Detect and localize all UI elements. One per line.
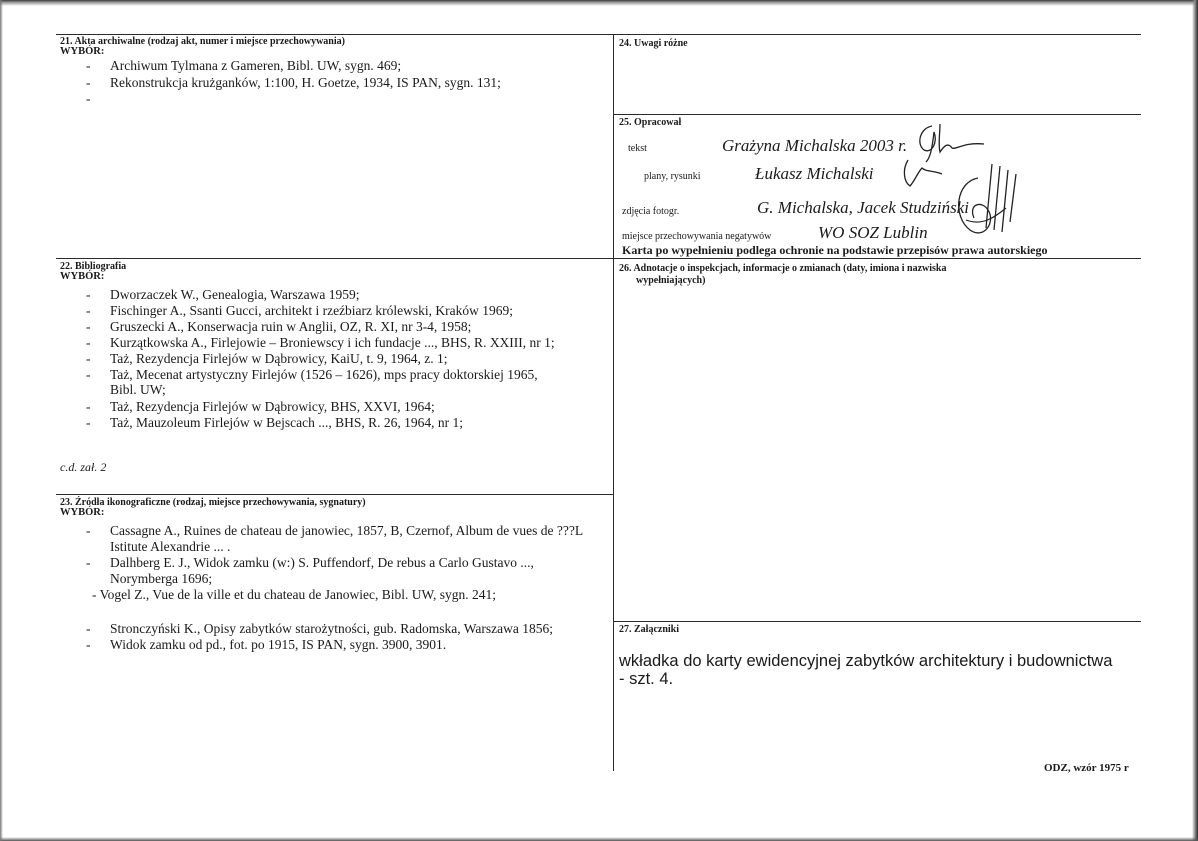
list-bullet: -	[86, 555, 91, 570]
divider-21-22	[56, 258, 613, 259]
section-21-wybor: WYBÓR:	[60, 46, 105, 57]
list-item: Archiwum Tylmana z Gameren, Bibl. UW, sygn. 469;	[110, 58, 402, 73]
form-version: ODZ, wzór 1975 r	[1044, 762, 1129, 774]
list-item: Gruszecki A., Konserwacja ruin w Anglii, OZ, R. XI, nr 3-4, 1958;	[110, 319, 472, 334]
copyright-notice: Karta po wypełnieniu podlega ochronie na podstawie przepisów prawa autorskiego	[622, 243, 1048, 257]
divider-26-27	[613, 621, 1141, 622]
list-bullet: -	[86, 415, 91, 430]
list-bullet: -	[86, 319, 91, 334]
section-21-title: 21. Akta archiwalne (rodzaj akt, numer i miejsce przechowywania)	[60, 36, 345, 47]
list-item: Cassagne A., Ruines de chateau de janowiec, 1857, B, Czernof, Album de vues de ???L	[110, 523, 584, 538]
list-bullet: -	[86, 91, 91, 106]
list-item: Dalhberg E. J., Widok zamku (w:) S. Puffendorf, De rebus a Carlo Gustavo ...,	[110, 555, 534, 570]
section-27-title: 27. Załączniki	[619, 624, 680, 635]
negatives-location-value: WO SOZ Lublin	[818, 223, 928, 242]
list-item-continuation: Norymberga 1696;	[110, 571, 213, 586]
list-item: Taż, Mauzoleum Firlejów w Bejscach ..., BHS, R. 26, 1964, nr 1;	[110, 415, 464, 430]
attachments-line-2: - szt. 4.	[619, 670, 674, 688]
attachments-line-1: wkładka do karty ewidencyjnej zabytków architektury i budownictwa	[619, 652, 1113, 670]
list-item: Taż, Rezydencja Firlejów w Dąbrowicy, KaiU, t. 9, 1964, z. 1;	[110, 351, 448, 366]
section-23-wybor: WYBÓR:	[60, 507, 105, 518]
author-text-value: Grażyna Michalska 2003 r.	[722, 136, 908, 155]
list-item: Rekonstrukcja krużganków, 1:100, H. Goetze, 1934, IS PAN, sygn. 131;	[110, 75, 501, 90]
list-bullet: -	[86, 351, 91, 366]
signature-js	[948, 160, 1022, 250]
frame-top-line	[56, 34, 1141, 35]
list-bullet: -	[86, 58, 91, 73]
author-photos-value: G. Michalska, Jacek Studziński	[757, 198, 969, 217]
section-22-title: 22. Bibliografia	[60, 261, 127, 272]
list-item: Dworzaczek W., Genealogia, Warszawa 1959;	[110, 287, 360, 302]
divider-25-26	[613, 258, 1141, 259]
divider-24-25	[613, 114, 1141, 115]
list-bullet: -	[86, 399, 91, 414]
list-bullet: -	[86, 335, 91, 350]
section-22-wybor: WYBÓR:	[60, 271, 105, 282]
list-item-continuation: Bibl. UW;	[110, 382, 166, 397]
list-bullet: -	[86, 367, 91, 382]
section-26-title-cont: wypełniających)	[636, 275, 706, 286]
negatives-location-label: miejsce przechowywania negatywów	[622, 231, 772, 242]
continuation-note: c.d. zał. 2	[60, 460, 107, 474]
list-item: Taż, Mecenat artystyczny Firlejów (1526 – 1626), mps pracy doktorskiej 1965,	[110, 367, 538, 382]
list-bullet: -	[86, 287, 91, 302]
author-plans-value: Łukasz Michalski	[755, 164, 874, 183]
section-23-title: 23. Źródła ikonograficzne (rodzaj, miejsce przechowywania, sygnatury)	[60, 497, 366, 508]
center-divider	[613, 34, 614, 771]
list-item: Stronczyński K., Opisy zabytków starożytności, gub. Radomska, Warszawa 1856;	[110, 621, 553, 636]
section-24-title: 24. Uwagi różne	[619, 38, 688, 49]
list-item-continuation: Istitute Alexandrie ... .	[110, 539, 231, 554]
list-item: Fischinger A., Ssanti Gucci, architekt i rzeźbiarz królewski, Kraków 1969;	[110, 303, 514, 318]
list-bullet: -	[86, 637, 91, 652]
author-plans-label: plany, rysunki	[644, 171, 701, 182]
signature-lm	[896, 156, 950, 192]
list-bullet: -	[86, 621, 91, 636]
author-text-label: tekst	[628, 143, 647, 154]
divider-22-23	[56, 494, 613, 495]
list-item: Taż, Rezydencja Firlejów w Dąbrowicy, BHS, XXVI, 1964;	[110, 399, 435, 414]
list-item: - Vogel Z., Vue de la ville et du chateau de Janowiec, Bibl. UW, sygn. 241;	[92, 587, 496, 602]
author-photos-label: zdjęcia fotogr.	[622, 206, 680, 217]
list-bullet: -	[86, 303, 91, 318]
section-25-title: 25. Opracował	[619, 117, 682, 128]
list-item: Widok zamku od pd., fot. po 1915, IS PAN, sygn. 3900, 3901.	[110, 637, 447, 652]
list-item: Kurzątkowska A., Firlejowie – Broniewscy i ich fundacje ..., BHS, R. XXIII, nr 1;	[110, 335, 555, 350]
list-bullet: -	[86, 75, 91, 90]
section-26-title: 26. Adnotacje o inspekcjach, informacje o zmianach (daty, imiona i nazwiska	[619, 263, 947, 274]
list-bullet: -	[86, 523, 91, 538]
